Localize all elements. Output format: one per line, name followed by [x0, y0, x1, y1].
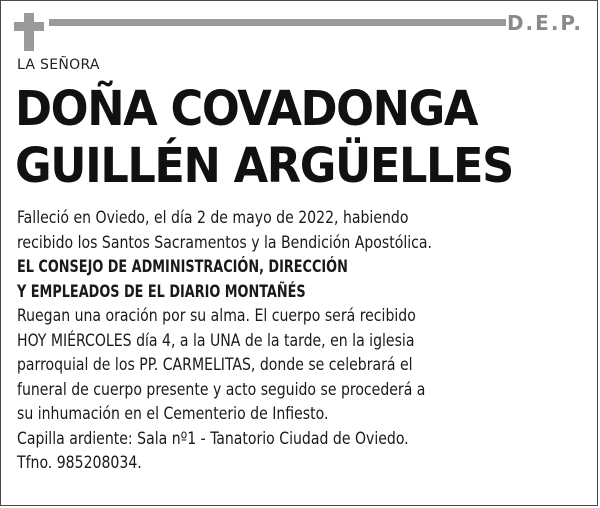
notice-body [17, 206, 587, 476]
deceased-name-line-1: DOÑA COVADONGA [15, 81, 478, 137]
details-line: Ruegan una oración por su alma. El cuerpo será recibido [17, 306, 416, 326]
details-line: parroquial de los PP. CARMELITAS, donde se celebrará el [17, 355, 413, 375]
mourners-line: Y EMPLEADOS DE EL DIARIO MONTAÑÉS [17, 281, 306, 302]
details-line: HOY MIÉRCOLES día 4, a la UNA de la tarde, en la iglesia [17, 330, 415, 351]
death-notice-line: Falleció en Oviedo, el día 2 de mayo de 2022, habiendo [17, 208, 409, 228]
details-line: funeral de cuerpo presente y acto seguido se procederá a [17, 379, 426, 400]
deceased-name [15, 81, 513, 195]
notice-header [1, 1, 597, 51]
death-notice-line: recibido los Santos Sacramentos y la Bendición Apostólica. [17, 232, 432, 253]
dep-label: D.E.P. [506, 11, 583, 35]
mourners-line: EL CONSEJO DE ADMINISTRACIÓN, DIRECCIÓN [17, 257, 348, 277]
latin-cross-icon [14, 13, 44, 51]
details-line: Capilla ardiente: Sala nº1 - Tanatorio Ciudad de Oviedo. [17, 428, 409, 449]
details-line: su inhumación en el Cementerio de Infiesto. [17, 404, 329, 424]
deceased-name-line-2: GUILLÉN ARGÜELLES [15, 138, 513, 194]
honorific: LA SEÑORA [17, 57, 100, 73]
details-line: Tfno. 985208034. [17, 453, 142, 473]
header-rule [49, 19, 506, 26]
